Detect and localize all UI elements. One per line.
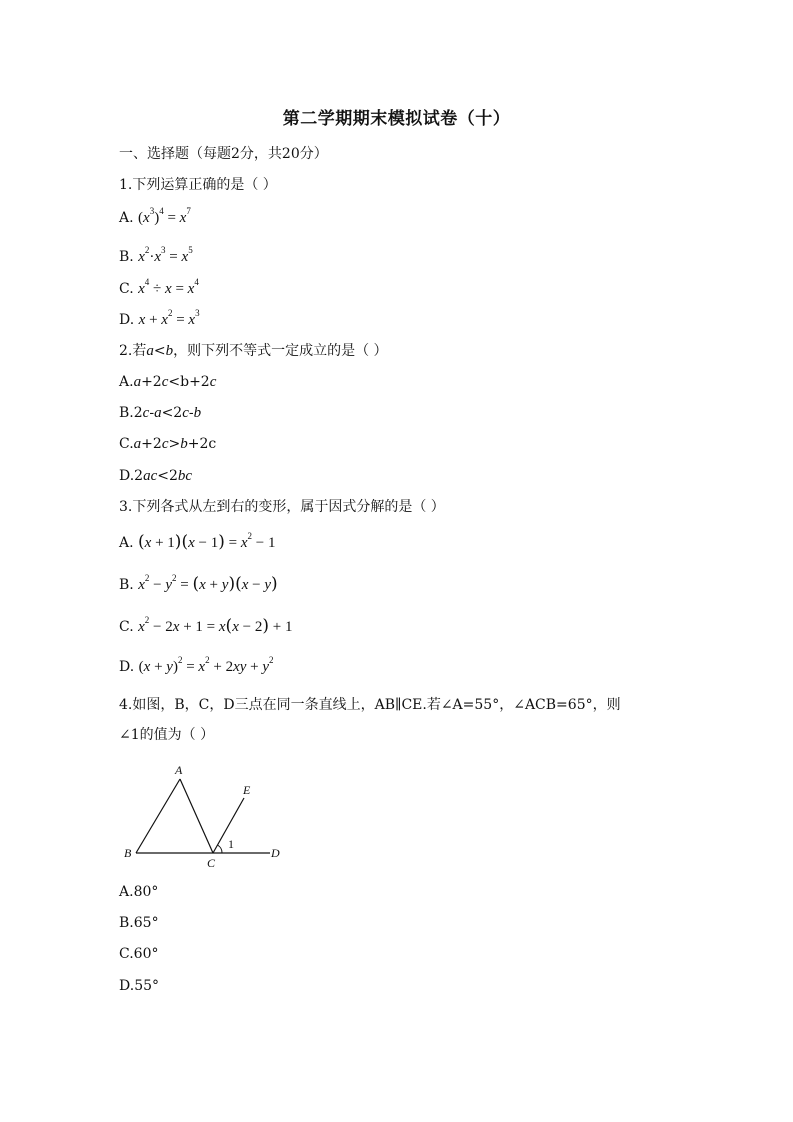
question-3-stem: 3.下列各式从左到右的变形，属于因式分解的是（ ） bbox=[119, 499, 445, 515]
question-4-option-c bbox=[119, 944, 159, 964]
option-label: C. bbox=[119, 281, 134, 297]
option-value: 65° bbox=[133, 915, 159, 931]
option-expression: $x^2 - 2x + 1 = x(x - 2) + 1$ bbox=[138, 615, 293, 636]
label-e: E bbox=[243, 783, 251, 797]
option-label: D. bbox=[119, 978, 135, 994]
question-4-option-d bbox=[119, 976, 159, 996]
question-1-option-b bbox=[119, 247, 193, 267]
option-expression: $(x + y)^2 = x^2 + 2xy + y^2$ bbox=[138, 655, 274, 675]
question-3-option-a bbox=[119, 532, 275, 553]
option-expression: $x^4 \div x = x^4$ bbox=[138, 277, 199, 297]
option-label: A. bbox=[119, 535, 134, 551]
question-4-stem-line-1: 4.如图，B，C，D三点在同一条直线上，AB∥CE.若∠A=55°，∠ACB=65°，则 bbox=[119, 697, 621, 713]
question-4-option-b bbox=[119, 913, 159, 933]
question-2-option-a: A.a+2c<b+2c bbox=[119, 374, 217, 390]
option-label: C. bbox=[119, 619, 134, 635]
section-heading: 一、选择题（每题2分，共20分） bbox=[119, 146, 328, 162]
segment-ab bbox=[136, 779, 180, 853]
option-label: B. bbox=[119, 249, 134, 265]
segment-ac bbox=[180, 779, 213, 853]
question-2-option-c: C.a+2c>b+2c bbox=[119, 436, 217, 452]
option-expression: $(x + 1)(x - 1) = x^2 - 1$ bbox=[138, 531, 276, 552]
question-3-option-b bbox=[119, 574, 278, 595]
option-value: 80° bbox=[133, 884, 159, 900]
question-4-option-a bbox=[119, 882, 158, 902]
question-1-option-c bbox=[119, 279, 199, 299]
question-1-option-d bbox=[119, 310, 200, 330]
option-label: D. bbox=[119, 312, 135, 328]
label-c: C bbox=[207, 856, 216, 870]
label-b: B bbox=[124, 846, 132, 860]
option-value: 55° bbox=[134, 978, 160, 994]
option-label: A. bbox=[119, 210, 134, 226]
question-3-option-d bbox=[119, 657, 274, 677]
option-label: A. bbox=[119, 884, 134, 900]
option-label: B. bbox=[119, 577, 134, 593]
geometry-figure bbox=[120, 760, 290, 870]
option-expression: $(x^3)^4 = x^7$ bbox=[138, 206, 191, 226]
question-3-option-c bbox=[119, 616, 292, 637]
question-1-stem: 1.下列运算正确的是（ ） bbox=[119, 177, 277, 193]
label-a: A bbox=[175, 763, 183, 777]
option-expression: $x^2\cdot x^3 = x^5$ bbox=[138, 245, 193, 265]
option-label: D. bbox=[119, 659, 135, 675]
page-title: 第二学期期末模拟试卷（十） bbox=[282, 109, 511, 129]
label-d: D bbox=[271, 846, 280, 860]
option-expression: $x^2 - y^2 = (x + y)(x - y)$ bbox=[138, 573, 278, 594]
label-angle-1: 1 bbox=[228, 837, 234, 851]
option-value: 60° bbox=[133, 946, 159, 962]
angle-1-arc bbox=[218, 845, 223, 853]
question-4-stem-line-2: ∠1的值为（ ） bbox=[119, 727, 215, 743]
option-label: C. bbox=[119, 946, 134, 962]
question-2-option-d: D.2ac<2bc bbox=[119, 468, 193, 484]
option-expression: $x + x^2 = x^3$ bbox=[138, 308, 200, 328]
question-1-option-a bbox=[119, 208, 191, 228]
question-2-option-b: B.2c-a<2c-b bbox=[119, 405, 202, 421]
option-label: B. bbox=[119, 915, 134, 931]
question-2-stem: 2.若a<b，则下列不等式一定成立的是（ ） bbox=[119, 343, 388, 359]
